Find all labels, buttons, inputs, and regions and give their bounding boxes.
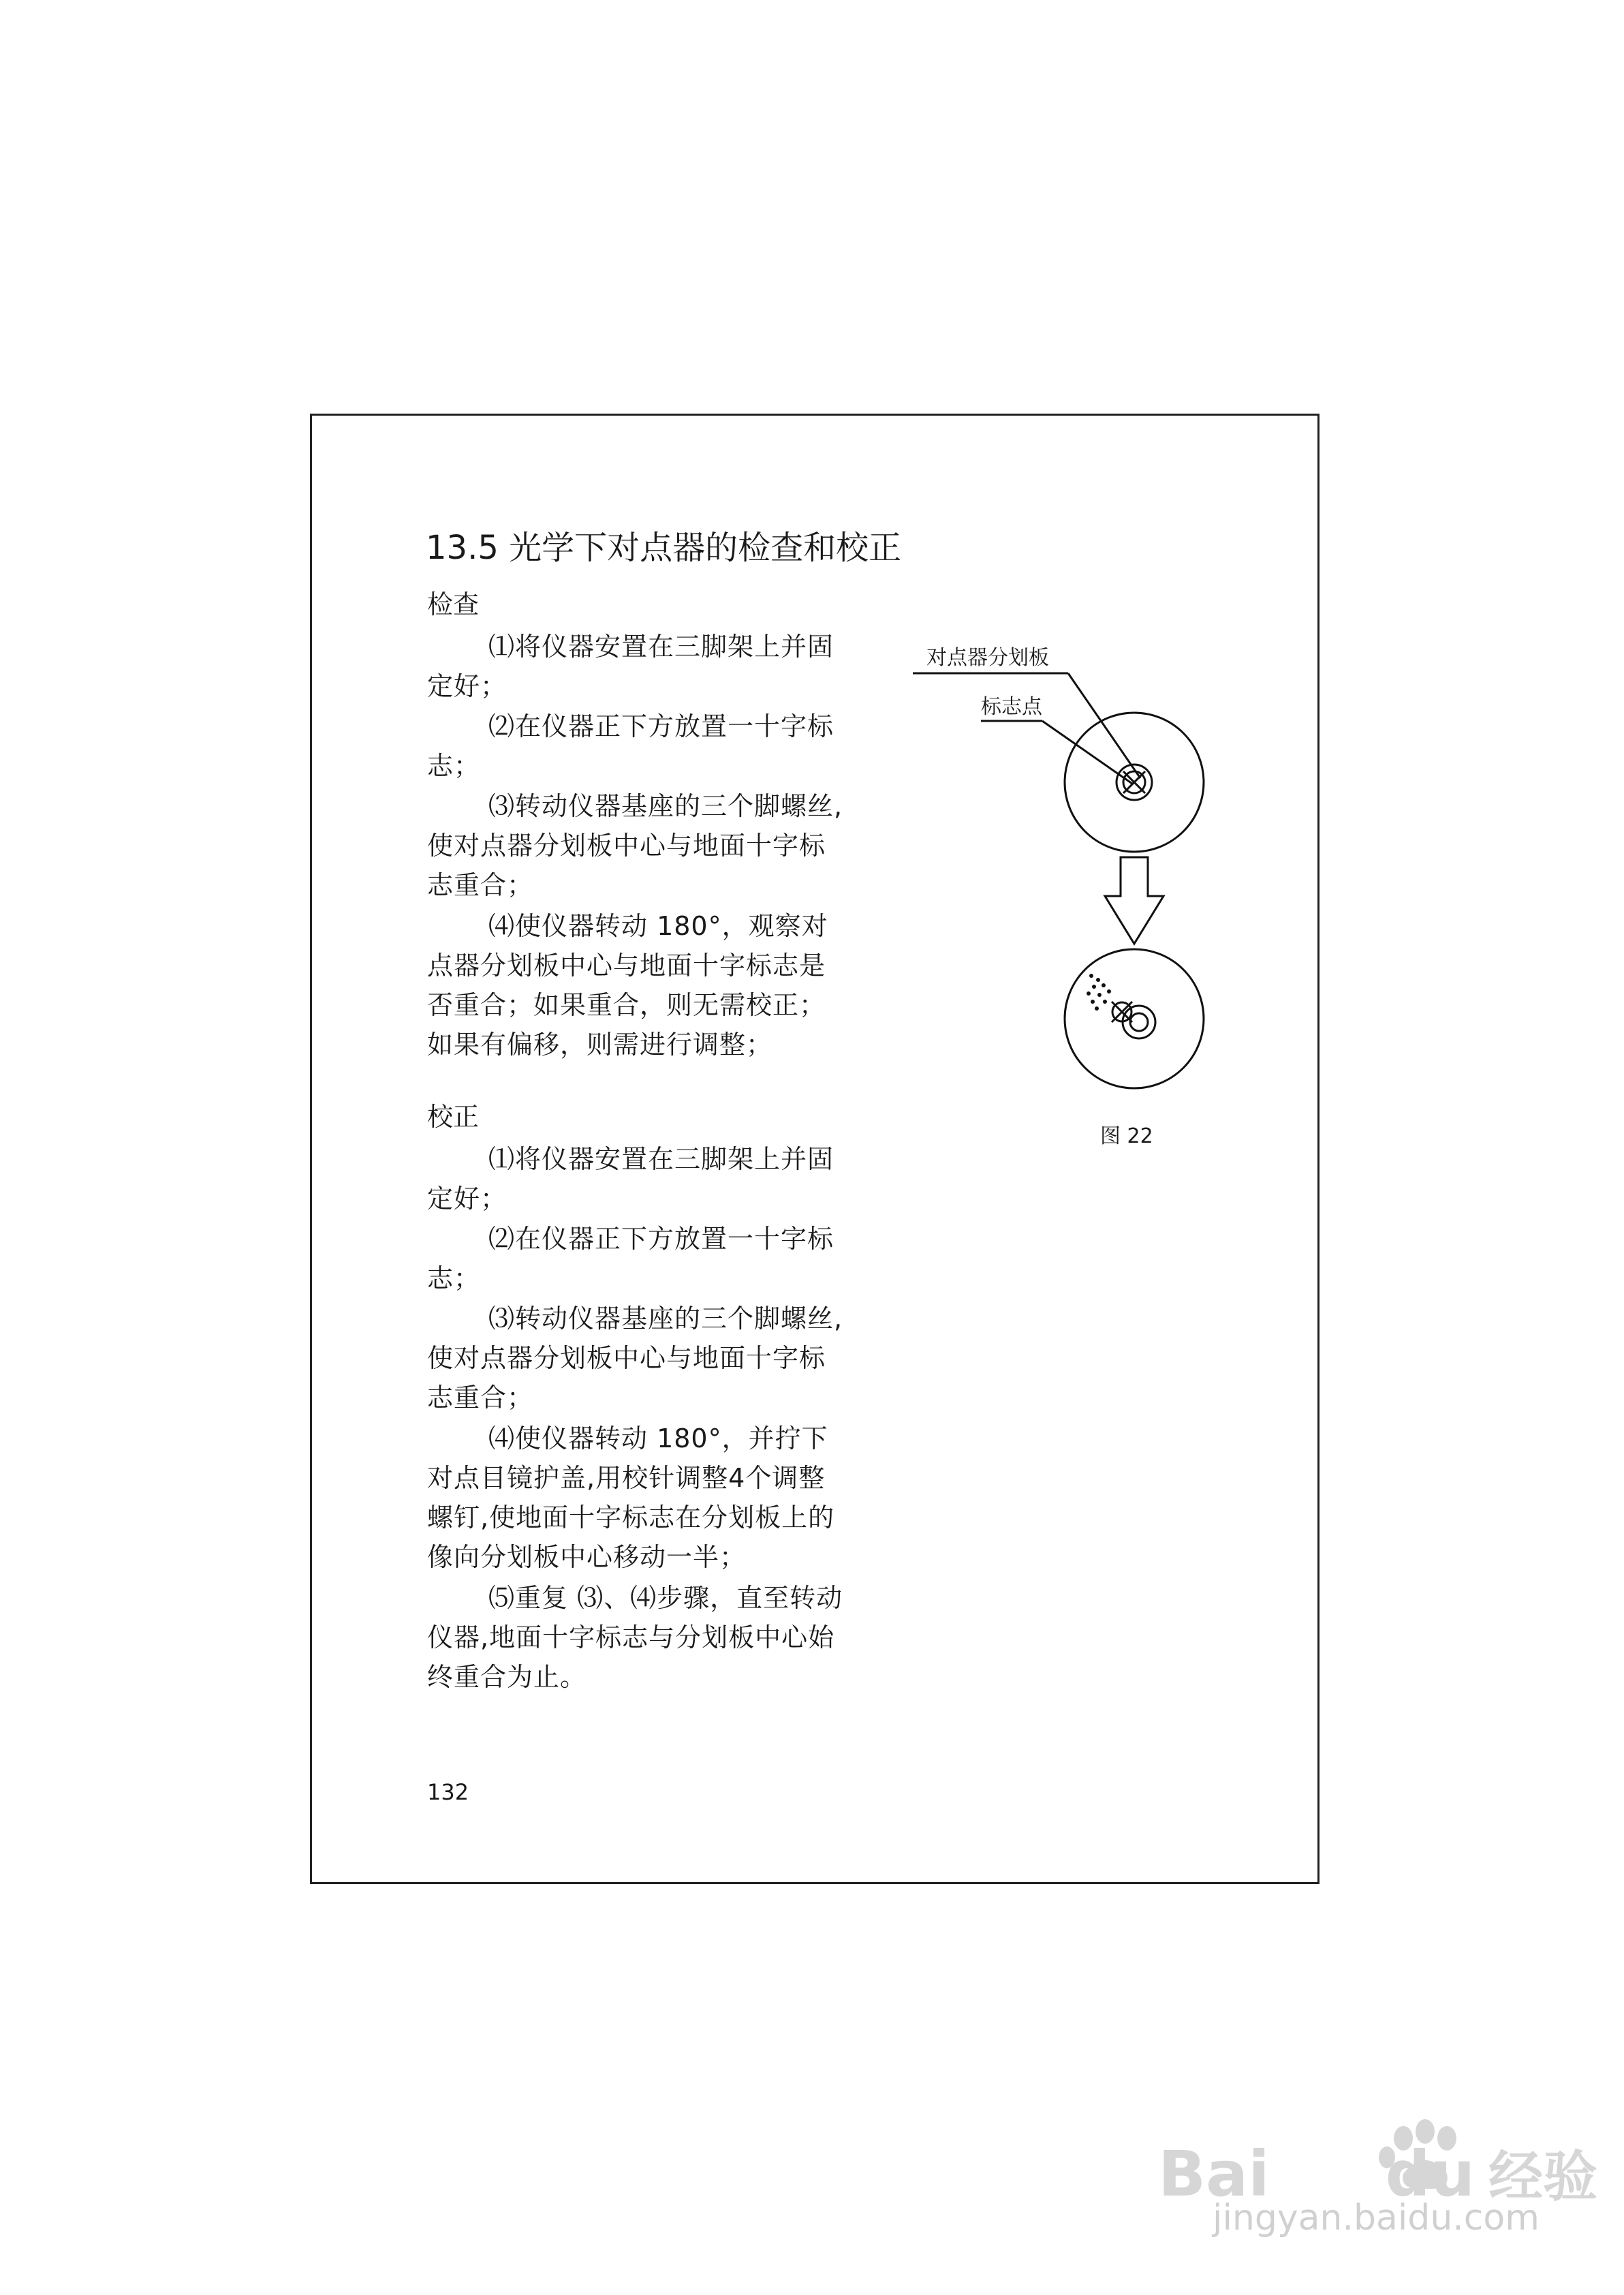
correct-step-5: ⑸重复 ⑶、⑷步骤，直至转动仪器,地面十字标志与分划板中心始终重合为止。 <box>427 1583 843 1692</box>
field-circle-bottom <box>1065 949 1204 1088</box>
figure-caption: 图 22 <box>1100 1124 1153 1148</box>
reticle-leader-line-diagonal <box>1068 673 1140 778</box>
watermark-url: jingyan.baidu.com <box>1213 2198 1540 2238</box>
watermark-brand: Bai du 经验 <box>1158 2138 1598 2211</box>
correct-step-2: ⑵在仪器正下方放置一十字标志； <box>427 1224 834 1293</box>
figure-22-diagram <box>913 627 1226 1118</box>
section-title: 13.5 光学下对点器的检查和校正 <box>426 529 902 567</box>
mark-label: 标志点 <box>981 695 1042 719</box>
reticle-ring-outer-bottom <box>1123 1006 1155 1038</box>
arrow-down-icon <box>1105 857 1164 944</box>
check-step-2: ⑵在仪器正下方放置一十字标志； <box>427 711 834 781</box>
correct-step-1: ⑴将仪器安置在三脚架上并固定好； <box>427 1144 834 1214</box>
correct-step-4: ⑷使仪器转动 180°，并拧下对点目镜护盖,用校针调整4个调整螺钉,使地面十字标志在分划板上的像向分划板中心移动一半； <box>427 1423 835 1572</box>
reticle-ring-inner-bottom <box>1130 1013 1148 1031</box>
check-step-3: ⑶转动仪器基座的三个脚螺丝,使对点器分划板中心与地面十字标志重合； <box>427 791 843 900</box>
check-step-1: ⑴将仪器安置在三脚架上并固定好； <box>427 632 834 701</box>
page-number: 132 <box>427 1779 469 1805</box>
reticle-label: 对点器分划板 <box>926 646 1049 670</box>
dotted-trail <box>1087 974 1111 1011</box>
check-heading: 检查 <box>427 589 480 619</box>
correct-heading: 校正 <box>427 1102 480 1132</box>
check-step-4: ⑷使仪器转动 180°，观察对点器分划板中心与地面十字标志是否重合；如果重合，则无需校正；如果有偏移，则需进行调整； <box>427 911 828 1060</box>
correct-step-3: ⑶转动仪器基座的三个脚螺丝,使对点器分划板中心与地面十字标志重合； <box>427 1304 843 1413</box>
